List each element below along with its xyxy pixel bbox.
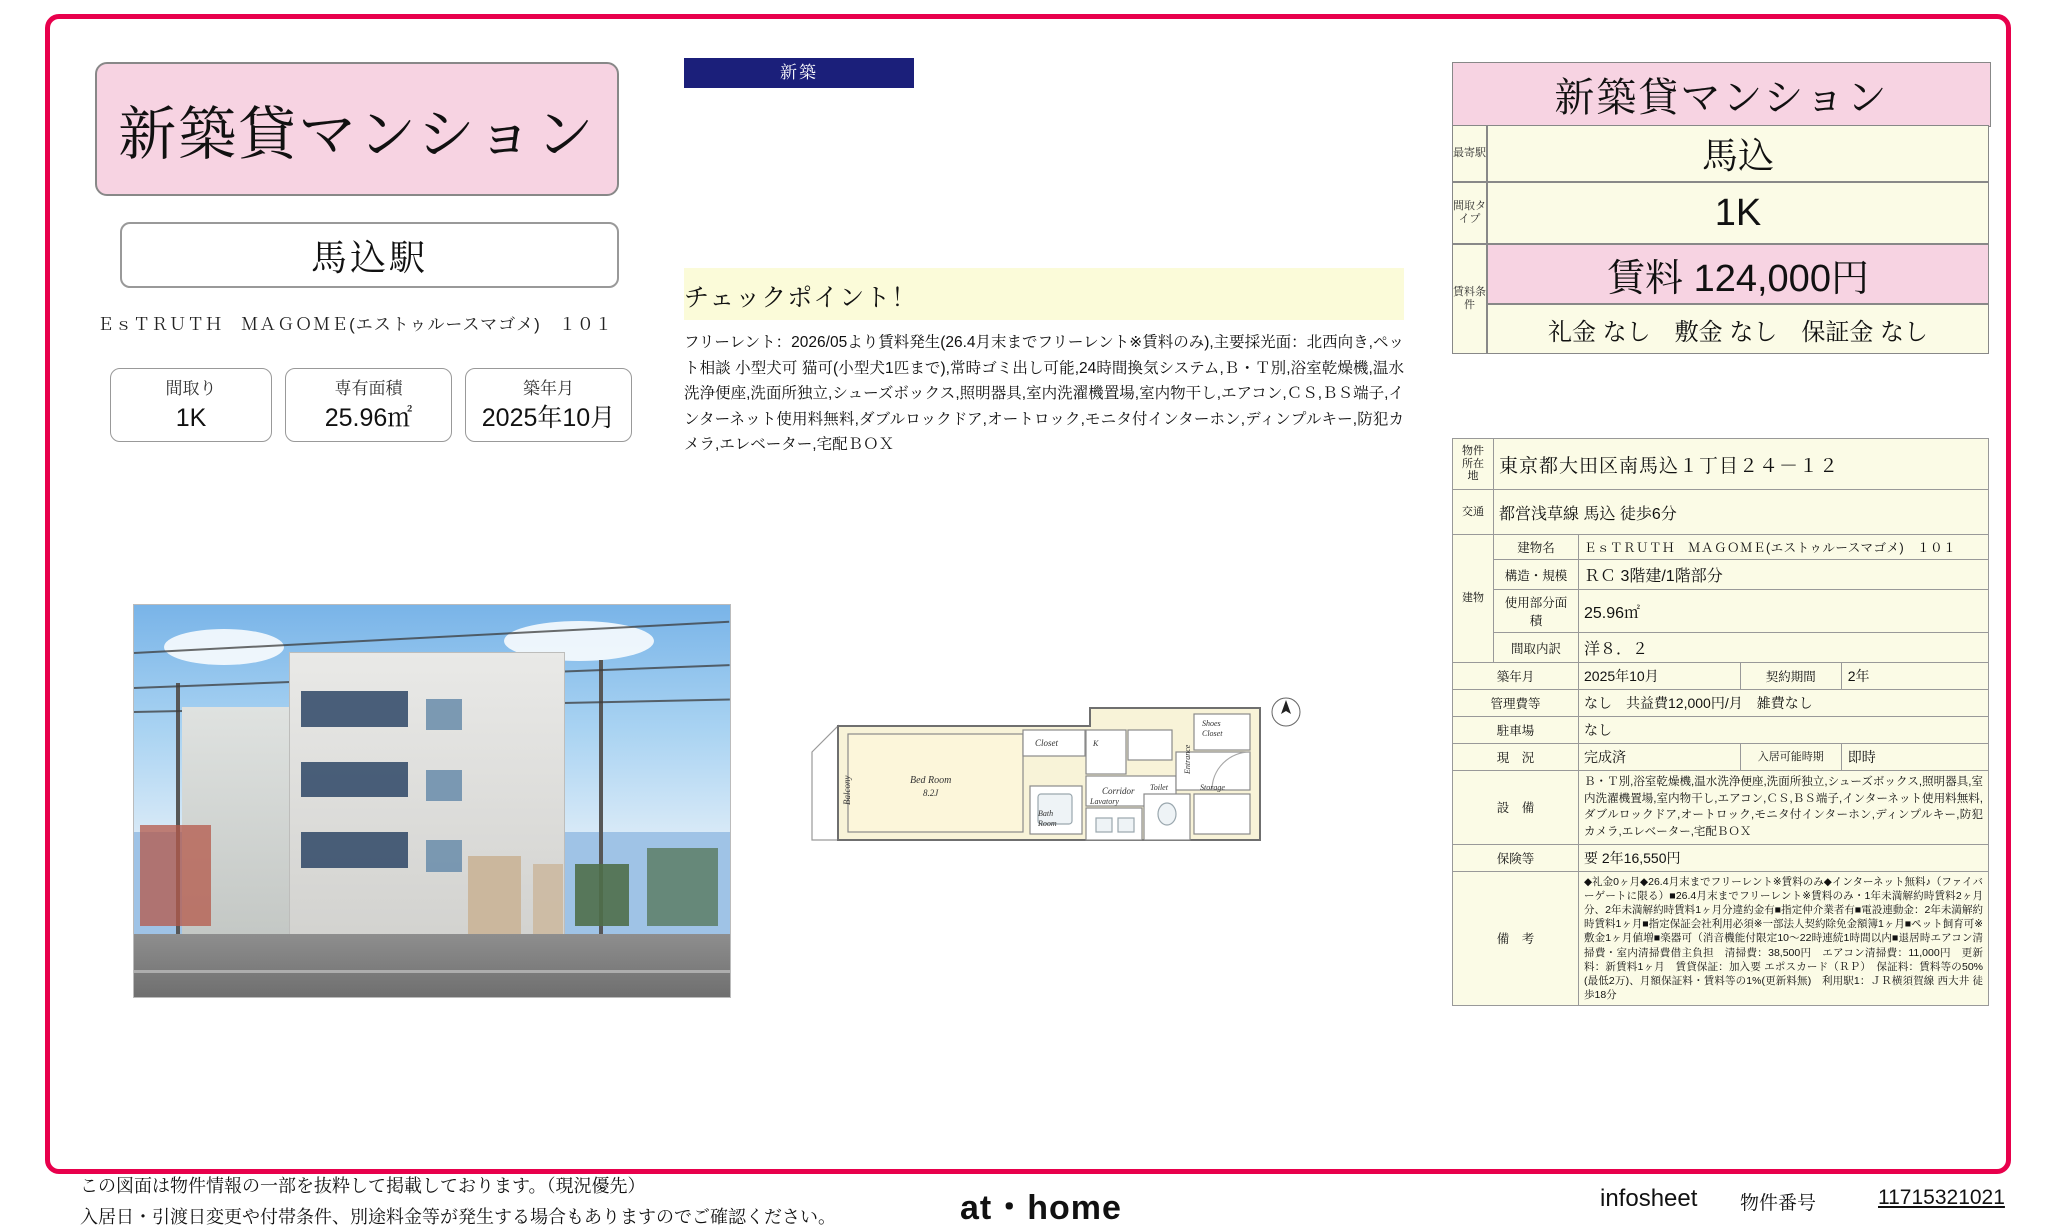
right-value-station: 馬込 (1487, 125, 1989, 182)
table-row-status (1453, 744, 1989, 771)
label-bath2: Room (1038, 819, 1057, 828)
station-box (120, 222, 619, 288)
label-parking: 駐車場 (1453, 717, 1579, 744)
table-row-area (1453, 590, 1989, 633)
value-insurance: 要 2年16,550円 (1579, 844, 1989, 871)
photo-road (134, 934, 730, 997)
right-label-rent: 賃料条件 (1452, 244, 1487, 354)
new-badge-label: 新築 (780, 63, 818, 82)
photo-window (426, 840, 462, 871)
label-contract: 契約期間 (1741, 663, 1842, 689)
infosheet-label: infosheet (1600, 1185, 1698, 1212)
label-building-name: 建物名 (1494, 535, 1579, 560)
label-insurance: 保険等 (1453, 844, 1579, 871)
label-balcony: Balcony (842, 775, 852, 805)
table-row-rooms (1453, 633, 1989, 663)
table-row-fee (1453, 690, 1989, 717)
value-movein: 即時 (1847, 749, 1876, 765)
photo-road-line (134, 970, 730, 973)
photo-entrance-wall (468, 856, 522, 942)
floor-plan-svg (790, 690, 1360, 895)
photo-balcony (301, 832, 408, 867)
label-toilet: Toilet (1150, 783, 1168, 792)
checkpoint-title: チェックポイント！ (684, 284, 918, 312)
property-photo (133, 604, 731, 998)
right-value-layout: 1K (1487, 182, 1989, 244)
chip-area-value: 25.96㎡ (324, 403, 413, 432)
table-row-building-name (1453, 535, 1989, 560)
right-title-text: 新築貸マンション (1554, 76, 1889, 120)
movein-cell (1740, 744, 1988, 771)
photo-window (426, 699, 462, 730)
bukken-number: 11715321021 (1878, 1186, 2005, 1209)
label-building: 建物 (1453, 535, 1494, 663)
chip-area (285, 368, 452, 442)
photo-balcony (301, 691, 408, 726)
label-equipment: 設 備 (1453, 771, 1579, 845)
label-kitchen: K (1093, 739, 1099, 748)
compass-icon (1272, 698, 1300, 726)
right-title (1452, 62, 1991, 127)
label-entrance: Entrance (1183, 744, 1192, 774)
value-building-name: ＥｓＴＲＵＴＨ ＭＡＧＯＭＥ(エストゥルースマゴメ) １０１ (1579, 535, 1989, 560)
label-bath: Bath (1038, 809, 1054, 818)
chip-year-value: 2025年10月 (481, 403, 616, 432)
photo-entrance-wall (533, 864, 563, 942)
photo-window (426, 770, 462, 801)
value-address: 東京都大田区南馬込１丁目２４－１２ (1494, 439, 1989, 490)
value-status: 完成済 (1579, 744, 1741, 771)
chip-year-label: 築年月 (523, 379, 574, 398)
value-equipment: Ｂ・Ｔ別,浴室乾燥機,温水洗浄便座,洗面所独立,シューズボックス,照明器具,室内洗濯機置場,室内物干し,エアコン,ＣＳ,ＢＳ端子,インターネット使用料無料,ダブルロックドア,オートロック,モニタ付インターホン,ディンプルキー,防犯カメラ,エレベーター,宅配ＢＯＸ (1579, 771, 1989, 845)
right-value-deposit: 礼金 なし 敷金 なし 保証金 なし (1487, 304, 1989, 354)
table-row-access (1453, 490, 1989, 535)
value-access: 都営浅草線 馬込 徒歩6分 (1494, 490, 1989, 535)
label-year: 築年月 (1453, 663, 1579, 690)
main-title-box (95, 62, 619, 196)
label-address: 物件所在地 (1453, 439, 1494, 490)
label-shoes-closet2: Closet (1202, 729, 1223, 738)
label-access: 交通 (1453, 490, 1494, 535)
value-area: 25.96㎡ (1579, 590, 1989, 633)
value-year: 2025年10月 (1579, 663, 1741, 690)
label-bedroom-size: 8.2J (923, 788, 939, 798)
table-row-structure (1453, 560, 1989, 590)
main-title: 新築貸マンション (118, 102, 596, 167)
label-closet: Closet (1035, 738, 1059, 748)
label-bedroom: Bed Room (910, 775, 952, 786)
checkpoint-body: フリーレント：2026/05より賃料発生(26.4月末までフリーレント※賃料のみ),主要採光面：北西向き,ペット相談 小型犬可 猫可(小型犬1匹まで),常時ゴミ出し可能,24時間換気システム,Ｂ・Ｔ別,浴室乾燥機,温水洗浄便座,洗面所独立,シューズボックス,照明器具,室内洗濯機置場,室内物干し,エアコン,ＣＳ,ＢＳ端子,インターネット使用料無料,ダブルロックドア,オートロック,モニタ付インターホン,ディンプルキー,防犯カメラ,エレベーター,宅配ＢＯＸ (684, 334, 1404, 454)
table-row-parking (1453, 717, 1989, 744)
table-row-equipment (1453, 771, 1989, 845)
label-fee: 管理費等 (1453, 690, 1579, 717)
value-rooms: 洋８．２ (1579, 633, 1989, 663)
label-corridor: Corridor (1102, 786, 1135, 796)
label-area: 使用部分面積 (1494, 590, 1579, 633)
photo-balcony (301, 762, 408, 797)
chip-layout-label: 間取り (165, 379, 217, 398)
label-shoes-closet: Shoes (1202, 719, 1221, 728)
building-name: ＥｓＴＲＵＴＨ ＭＡＧＯＭＥ(エストゥルースマゴメ) １０１ (97, 315, 613, 334)
right-label-layout: 間取タイプ (1452, 182, 1487, 244)
photo-adjacent-building (140, 825, 212, 927)
label-lavatory: Lavatory (1090, 797, 1119, 806)
right-value-rent: 賃料 124,000円 (1487, 244, 1989, 304)
photo-tree (647, 848, 719, 926)
right-label-station: 最寄駅 (1452, 125, 1487, 182)
chip-layout (110, 368, 272, 442)
value-parking: なし (1579, 717, 1989, 744)
footer-note-1: この図面は物件情報の一部を抜粋して掲載しております。（現況優先） (80, 1176, 646, 1196)
label-remarks: 備 考 (1453, 871, 1579, 1006)
new-badge (684, 58, 914, 88)
label-structure: 構造・規模 (1494, 560, 1579, 590)
table-row-remarks (1453, 871, 1989, 1006)
table-row-year (1453, 663, 1989, 690)
value-fee: なし 共益費12,000円/月 雑費なし (1579, 690, 1989, 717)
label-storage: Storage (1200, 783, 1225, 792)
label-rooms: 間取内訳 (1494, 633, 1579, 663)
label-status: 現 況 (1453, 744, 1579, 771)
label-movein: 入居可能時期 (1741, 744, 1842, 770)
value-contract: 2年 (1847, 668, 1870, 684)
value-remarks: ◆礼金0ヶ月◆26.4月末までフリーレント※賃料のみ◆インターネット無料♪（ファイバーゲートに限る）■26.4月末までフリーレント※賃料のみ・1年未満解約時賃料2ヶ月分、2年未満解約時賃料1ヶ月分違約金有■指定仲介業者有■電設連動金：2年未満解約時賃料1ヶ月■指定保証会社利用必須※一部法人契約除免金額簿1ヶ月■ペット飼育可※敷金1ヶ月値増■楽器可（消音機能付限定10～22時連続1時間以内■退居時エアコン清掃費・室内清掃費借主負担 清掃費：38,500円 エアコン清掃費：11,000円 更新料：新賃料1ヶ月 賃貸保証：加入要 エポスカード（ＲＰ） 保証料：賃料等の50%(最低2万)、月額保証料・賃料等の1%(更新料無) 利用駅1：ＪＲ横須賀線 西大井 徒歩18分 (1579, 871, 1989, 1006)
table-row-insurance (1453, 844, 1989, 871)
bukken-label: 物件番号 (1740, 1193, 1817, 1214)
photo-tree (575, 864, 629, 927)
value-structure: ＲＣ 3階建/1階部分 (1579, 560, 1989, 590)
chip-layout-value: 1K (175, 403, 207, 432)
floor-plan (790, 690, 1360, 895)
chip-year (465, 368, 632, 442)
contract-cell (1740, 663, 1988, 690)
athome-logo: at・home (960, 1189, 1122, 1227)
footer-note-2: 入居日・引渡日変更や付帯条件、別途料金等が発生する場合もありますのでご確認ください。 (80, 1207, 836, 1227)
station-name: 馬込駅 (310, 236, 428, 278)
property-info-table (1452, 438, 1989, 1006)
chip-area-label: 専有面積 (334, 379, 403, 398)
table-row-address (1453, 439, 1989, 490)
